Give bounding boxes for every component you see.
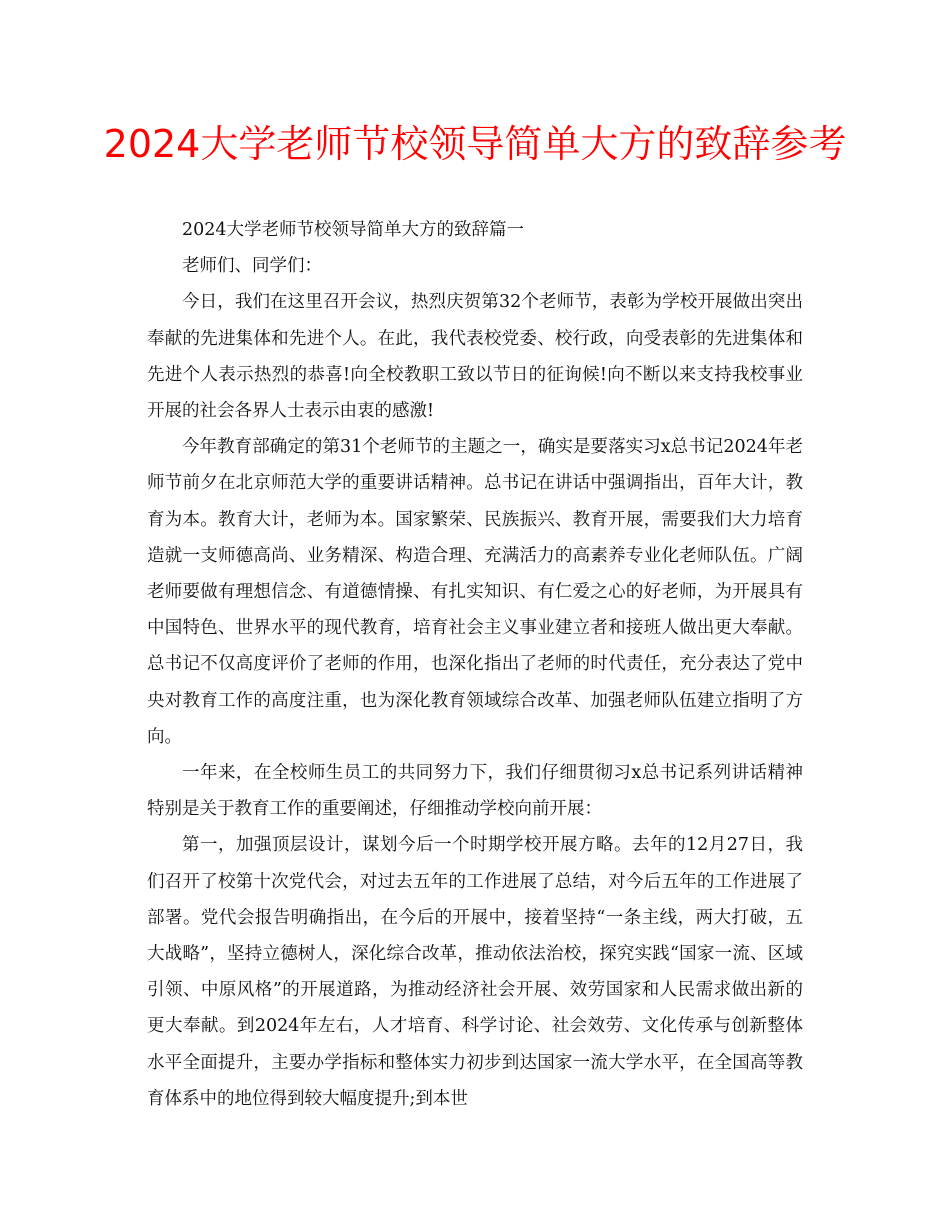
salutation: 老师们、同学们： — [182, 256, 322, 277]
document-body — [147, 212, 803, 1117]
paragraph: 一年来，在全校师生员工的共同努力下，我们仔细贯彻习x总书记系列讲话精神特别是关于教育工作的重要阐述，仔细推动学校向前开展： — [147, 763, 803, 820]
paragraph: 今年教育部确定的第31个老师节的主题之一，确实是要落实习x总书记2024年老师节前夕在北京师范大学的重要讲话精神。总书记在讲话中强调指出，百年大计，教育为本。教育大计，老师为本。国家繁荣、民族振兴、教育开展，需要我们大力培育造就一支师德高尚、业务精深、构造合理、充满活力的高素养专业化老师队伍。广阔老师要做有理想信念、有道德情操、有扎实知识、有仁爱之心的好老师，为开展具有中国特色、世界水平的现代教育，培育社会主义事业建立者和接班人做出更大奉献。总书记不仅高度评价了老师的作用，也深化指出了老师的时代责任，充分表达了党中央对教育工作的高度注重，也为深化教育领域综合改革、加强老师队伍建立指明了方向。 — [147, 437, 803, 747]
document-title: 2024大学老师节校领导简单大方的致辞参考 — [103, 122, 847, 166]
paragraph: 第一，加强顶层设计，谋划今后一个时期学校开展方略。去年的12月27日，我们召开了校第十次党代会，对过去五年的工作进展了总结，对今后五年的工作进展了部署。党代会报告明确指出，在今后的开展中，接着坚持“一条主线，两大打破，五大战略”，坚持立德树人，深化综合改革，推动依法治校，探究实践“国家一流、区域引领、中原风格”的开展道路，为推动经济社会开展、效劳国家和人民需求做出新的更大奉献。到2024年左右，人才培育、科学讨论、社会效劳、文化传承与创新整体水平全面提升，主要办学指标和整体实力初步到达国家一流大学水平，在全国高等教育体系中的地位得到较大幅度提升;到本世 — [147, 835, 803, 1109]
section-heading: 2024大学老师节校领导简单大方的致辞篇一 — [182, 220, 525, 240]
paragraph: 今日，我们在这里召开会议，热烈庆贺第32个老师节，表彰为学校开展做出突出奉献的先进集体和先进个人。在此，我代表校党委、校行政，向受表彰的先进集体和先进个人表示热烈的恭喜!向全校教职工致以节日的征询候!向不断以来支持我校事业开展的社会各界人士表示由衷的感激! — [147, 292, 803, 422]
